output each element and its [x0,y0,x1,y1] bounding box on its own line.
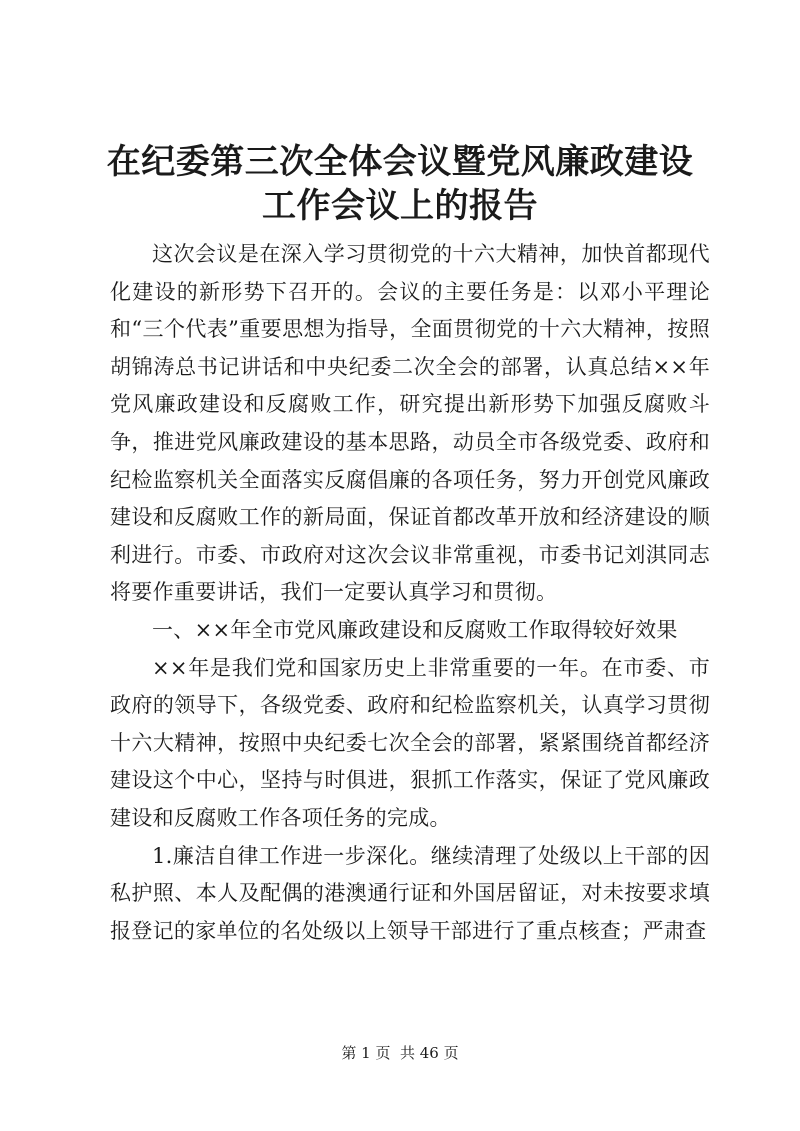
page-number-label: 第 1 页 共 46 页 [341,1044,459,1062]
document-title: 在纪委第三次全体会议暨党风廉政建设工作会议上的报告 [106,142,694,226]
section-heading-1: 一、××年全市党风廉政建设和反腐败工作取得较好效果 [152,617,678,642]
page-footer [0,1043,800,1063]
document-body [110,236,710,950]
paragraph-item-1: 1.廉洁自律工作进一步深化。继续清理了处级以上干部的因私护照、本人及配偶的港澳通行证和外国居留证，对未按要求填报登记的家单位的名处级以上领导干部进行了重点核查；严肃查 [110,843,710,943]
paragraph-section-1: ××年是我们党和国家历史上非常重要的一年。在市委、市政府的领导下，各级党委、政府和纪检监察机关，认真学习贯彻十六大精神，按照中央纪委七次全会的部署，紧紧围绕首都经济建设这个中心，坚持与时俱进，狠抓工作落实，保证了党风廉政建设和反腐败工作各项任务的完成。 [110,655,710,830]
paragraph-intro: 这次会议是在深入学习贯彻党的十六大精神，加快首都现代化建设的新形势下召开的。会议的主要任务是：以邓小平理论和“三个代表”重要思想为指导，全面贯彻党的十六大精神，按照胡锦涛总书记讲话和中央纪委二次全会的部署，认真总结××年党风廉政建设和反腐败工作，研究提出新形势下加强反腐败斗争，推进党风廉政建设的基本思路，动员全市各级党委、政府和纪检监察机关全面落实反腐倡廉的各项任务，努力开创党风廉政建设和反腐败工作的新局面，保证首都改革开放和经济建设的顺利进行。市委、市政府对这次会议非常重视，市委书记刘淇同志将要作重要讲话，我们一定要认真学习和贯彻。 [110,242,710,605]
